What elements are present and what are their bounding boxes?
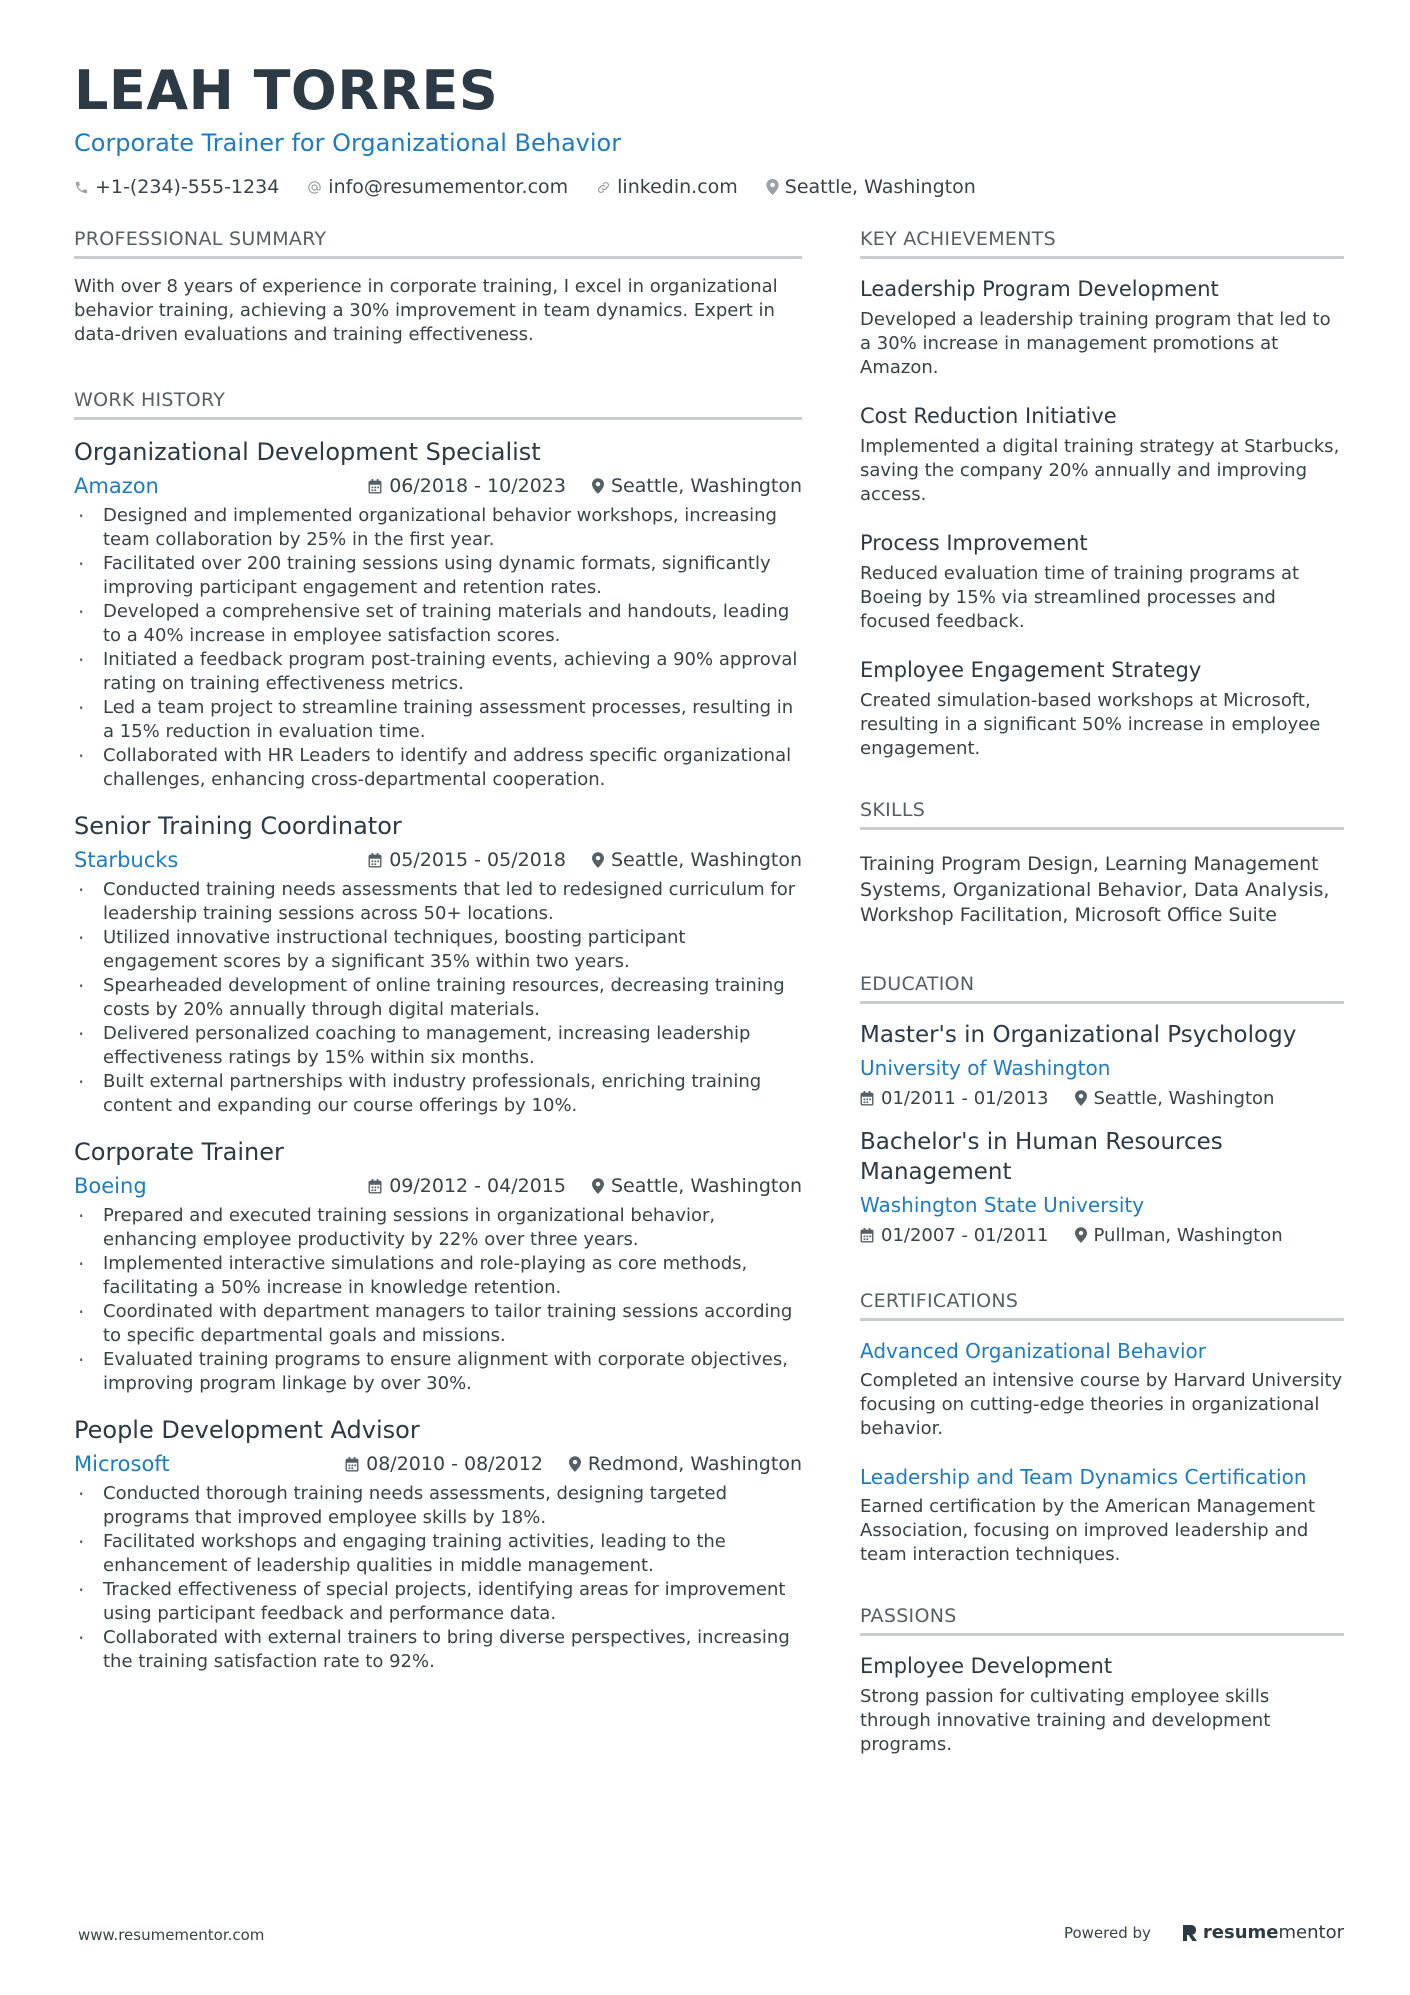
location-pin-icon xyxy=(569,1456,581,1472)
education-list xyxy=(860,1020,1344,1246)
contact-phone xyxy=(74,176,279,198)
job-bullet: · Initiated a feedback program post-training events, achieving a 90% approval rating on training effectiveness metrics. xyxy=(74,648,802,696)
job-bullet: · Facilitated over 200 training sessions using dynamic formats, significantly improving participant engagement and retention rates. xyxy=(74,552,802,600)
certification-item xyxy=(860,1337,1344,1441)
certification-title: Leadership and Team Dynamics Certification xyxy=(860,1464,1307,1489)
brand-light-text: mentor xyxy=(1278,1922,1344,1943)
skills-heading: SKILLS xyxy=(860,797,1344,830)
company-name: Amazon xyxy=(74,474,159,498)
job-bullets xyxy=(74,504,802,792)
job-title: People Development Advisor xyxy=(74,1416,420,1444)
job-dates xyxy=(368,849,566,871)
achievements-section xyxy=(860,226,1344,761)
company-name: Starbucks xyxy=(74,848,179,872)
education-item xyxy=(860,1020,1344,1109)
calendar-icon xyxy=(368,1179,382,1194)
link-icon xyxy=(596,180,611,195)
education-meta xyxy=(860,1088,1344,1109)
summary-heading: PROFESSIONAL SUMMARY xyxy=(74,226,802,259)
calendar-icon xyxy=(860,1091,874,1106)
job-bullet: · Collaborated with external trainers to bring diverse perspectives, increasing the training satisfaction rate to 92%. xyxy=(74,1626,802,1674)
passion-description: Strong passion for cultivating employee skills through innovative training and development programs. xyxy=(860,1685,1271,1755)
job-bullet: · Coordinated with department managers to tailor training sessions according to specific departmental goals and missions. xyxy=(74,1300,802,1348)
brand-logo[interactable] xyxy=(1181,1922,1344,1943)
job-entry xyxy=(74,1136,802,1396)
page-footer xyxy=(74,1922,1344,1952)
education-dates xyxy=(860,1088,1049,1109)
achievement-description: Developed a leadership training program that led to a 30% increase in management promotions at Amazon. xyxy=(860,309,1331,378)
education-location-text: Pullman, Washington xyxy=(1093,1224,1283,1246)
job-title: Corporate Trainer xyxy=(74,1138,284,1166)
brand-bold-text: resume xyxy=(1202,1922,1279,1943)
contact-location xyxy=(766,176,976,198)
footer-website[interactable]: www.resumementor.com xyxy=(78,1926,265,1944)
job-bullet: · Evaluated training programs to ensure alignment with corporate objectives, improving program linkage by over 30%. xyxy=(74,1348,802,1396)
job-bullet: · Developed a comprehensive set of training materials and handouts, leading to a 40% increase in employee satisfaction scores. xyxy=(74,600,802,648)
job-dates-text: 08/2010 - 08/2012 xyxy=(366,1453,543,1475)
left-column xyxy=(74,226,802,1692)
achievement-list xyxy=(860,275,1344,761)
job-bullet: · Collaborated with HR Leaders to identify and address specific organizational challenges, enhancing cross-departmental cooperation. xyxy=(74,744,802,792)
resume-header xyxy=(74,56,1344,198)
job-meta xyxy=(74,1172,802,1200)
school-name: University of Washington xyxy=(860,1055,1111,1080)
education-meta xyxy=(860,1225,1344,1246)
passion-item xyxy=(860,1652,1344,1757)
education-dates xyxy=(860,1225,1049,1246)
job-meta-details xyxy=(345,1453,802,1475)
job-location-text: Seattle, Washington xyxy=(611,1175,802,1197)
job-title: Senior Training Coordinator xyxy=(74,812,402,840)
candidate-name: LEAH TORRES xyxy=(74,59,499,122)
location-pin-icon xyxy=(592,1178,604,1194)
summary-text: With over 8 years of experience in corporate training, I excel in organizational behavior training, achieving a 30% improvement in team dynamics. Expert in data-driven evaluations and training effectiveness. xyxy=(74,276,778,345)
certification-item xyxy=(860,1463,1344,1567)
email-text: info@resumementor.com xyxy=(328,176,569,198)
right-column xyxy=(860,226,1344,1793)
certification-description: Earned certification by the American Management Association, focusing on improved leadership and team interaction techniques. xyxy=(860,1495,1316,1565)
certifications-heading: CERTIFICATIONS xyxy=(860,1288,1344,1321)
achievement-item xyxy=(860,529,1344,634)
job-bullet: · Prepared and executed training sessions in organizational behavior, enhancing employee productivity by 22% over three years. xyxy=(74,1204,802,1252)
job-location xyxy=(592,1175,802,1197)
certifications-section xyxy=(860,1288,1344,1567)
achievement-title: Process Improvement xyxy=(860,531,1088,555)
education-location-text: Seattle, Washington xyxy=(1093,1087,1275,1109)
degree-title: Bachelor's in Human Resources Management xyxy=(860,1128,1223,1185)
job-dates-text: 06/2018 - 10/2023 xyxy=(389,475,566,497)
job-bullet: · Built external partnerships with industry professionals, enriching training content and expanding our course offerings by 10%. xyxy=(74,1070,802,1118)
job-location-text: Redmond, Washington xyxy=(587,1453,802,1475)
calendar-icon xyxy=(368,853,382,868)
job-entry xyxy=(74,810,802,1118)
job-location xyxy=(592,475,802,497)
job-meta xyxy=(74,472,802,500)
achievement-title: Employee Engagement Strategy xyxy=(860,658,1202,682)
job-bullet: · Conducted training needs assessments that led to redesigned curriculum for leadership training sessions across 50+ locations. xyxy=(74,878,802,926)
job-dates-text: 05/2015 - 05/2018 xyxy=(389,849,566,871)
achievement-description: Created simulation-based workshops at Microsoft, resulting in a significant 50% increase in employee engagement. xyxy=(860,690,1321,759)
phone-icon xyxy=(74,180,89,195)
at-icon xyxy=(307,180,322,195)
contact-bar xyxy=(74,176,1344,198)
job-meta xyxy=(74,1450,802,1478)
job-bullet: · Led a team project to streamline training assessment processes, resulting in a 15% reduction in evaluation time. xyxy=(74,696,802,744)
job-dates-text: 09/2012 - 04/2015 xyxy=(389,1175,566,1197)
location-text: Seattle, Washington xyxy=(784,176,976,198)
company-name: Microsoft xyxy=(74,1452,170,1476)
job-meta xyxy=(74,846,802,874)
job-list xyxy=(74,436,802,1674)
brand-mark-icon xyxy=(1181,1923,1199,1943)
work-history-heading: WORK HISTORY xyxy=(74,387,802,420)
job-bullet: · Utilized innovative instructional techniques, boosting participant engagement scores by a significant 35% within two years. xyxy=(74,926,802,974)
passion-title: Employee Development xyxy=(860,1653,1113,1678)
skills-text: Training Program Design, Learning Management Systems, Organizational Behavior, Data Analysis, Workshop Facilitation, Microsoft Office Suite xyxy=(860,853,1330,926)
passions-heading: PASSIONS xyxy=(860,1603,1344,1636)
job-bullets xyxy=(74,1204,802,1396)
achievements-heading: KEY ACHIEVEMENTS xyxy=(860,226,1344,259)
job-bullet: · Facilitated workshops and engaging training activities, leading to the enhancement of leadership qualities in middle management. xyxy=(74,1530,802,1578)
achievement-description: Implemented a digital training strategy at Starbucks, saving the company 20% annually and improving access. xyxy=(860,436,1340,505)
skills-section xyxy=(860,797,1344,929)
passion-list xyxy=(860,1652,1344,1757)
location-pin-icon xyxy=(1075,1227,1087,1243)
calendar-icon xyxy=(345,1457,359,1472)
job-meta-details xyxy=(368,1175,802,1197)
job-entry xyxy=(74,1414,802,1674)
achievement-item xyxy=(860,656,1344,761)
location-pin-icon xyxy=(766,179,779,195)
job-dates xyxy=(368,1175,566,1197)
powered-by-text: Powered by xyxy=(1063,1923,1151,1942)
job-bullet: · Designed and implemented organizational behavior workshops, increasing team collaboration by 25% in the first year. xyxy=(74,504,802,552)
education-heading: EDUCATION xyxy=(860,971,1344,1004)
job-location-text: Seattle, Washington xyxy=(611,849,802,871)
job-meta-details xyxy=(368,849,802,871)
job-dates xyxy=(368,475,566,497)
achievement-item xyxy=(860,275,1344,380)
school-name: Washington State University xyxy=(860,1192,1145,1217)
footer-branding xyxy=(1064,1922,1344,1943)
job-bullet: · Implemented interactive simulations and role-playing as core methods, facilitating a 50% increase in knowledge retention. xyxy=(74,1252,802,1300)
calendar-icon xyxy=(860,1228,874,1243)
degree-title: Master's in Organizational Psychology xyxy=(860,1021,1297,1048)
job-dates xyxy=(345,1453,543,1475)
location-pin-icon xyxy=(592,478,604,494)
candidate-title: Corporate Trainer for Organizational Behavior xyxy=(74,129,622,157)
education-section xyxy=(860,971,1344,1246)
job-location xyxy=(592,849,802,871)
location-pin-icon xyxy=(1075,1090,1087,1106)
education-dates-text: 01/2007 - 01/2011 xyxy=(881,1224,1049,1246)
certification-description: Completed an intensive course by Harvard University focusing on cutting-edge theories in organizational behavior. xyxy=(860,1369,1343,1439)
education-location xyxy=(1075,1225,1283,1246)
job-entry xyxy=(74,436,802,792)
job-location xyxy=(569,1453,802,1475)
certification-title: Advanced Organizational Behavior xyxy=(860,1338,1206,1363)
phone-text: +1-(234)-555-1234 xyxy=(95,176,280,198)
achievement-description: Reduced evaluation time of training programs at Boeing by 15% via streamlined processes and focused feedback. xyxy=(860,563,1300,632)
contact-linkedin[interactable] xyxy=(596,176,738,198)
education-item xyxy=(860,1127,1344,1246)
job-bullet: · Tracked effectiveness of special projects, identifying areas for improvement using participant feedback and performance data. xyxy=(74,1578,802,1626)
job-bullets xyxy=(74,878,802,1118)
certification-list xyxy=(860,1337,1344,1567)
job-bullet: · Delivered personalized coaching to management, increasing leadership effectiveness ratings by 15% within six months. xyxy=(74,1022,802,1070)
linkedin-text: linkedin.com xyxy=(617,176,738,198)
education-dates-text: 01/2011 - 01/2013 xyxy=(881,1087,1049,1109)
achievement-title: Cost Reduction Initiative xyxy=(860,404,1117,428)
job-location-text: Seattle, Washington xyxy=(611,475,802,497)
contact-email[interactable] xyxy=(307,176,568,198)
company-name: Boeing xyxy=(74,1174,147,1198)
job-title: Organizational Development Specialist xyxy=(74,438,541,466)
calendar-icon xyxy=(368,479,382,494)
job-bullets xyxy=(74,1482,802,1674)
achievement-title: Leadership Program Development xyxy=(860,277,1219,301)
education-location xyxy=(1075,1088,1275,1109)
passions-section xyxy=(860,1603,1344,1757)
job-bullet: · Spearheaded development of online training resources, decreasing training costs by 20% annually through digital materials. xyxy=(74,974,802,1022)
location-pin-icon xyxy=(592,852,604,868)
job-meta-details xyxy=(368,475,802,497)
achievement-item xyxy=(860,402,1344,507)
job-bullet: · Conducted thorough training needs assessments, designing targeted programs that improved employee skills by 18%. xyxy=(74,1482,802,1530)
